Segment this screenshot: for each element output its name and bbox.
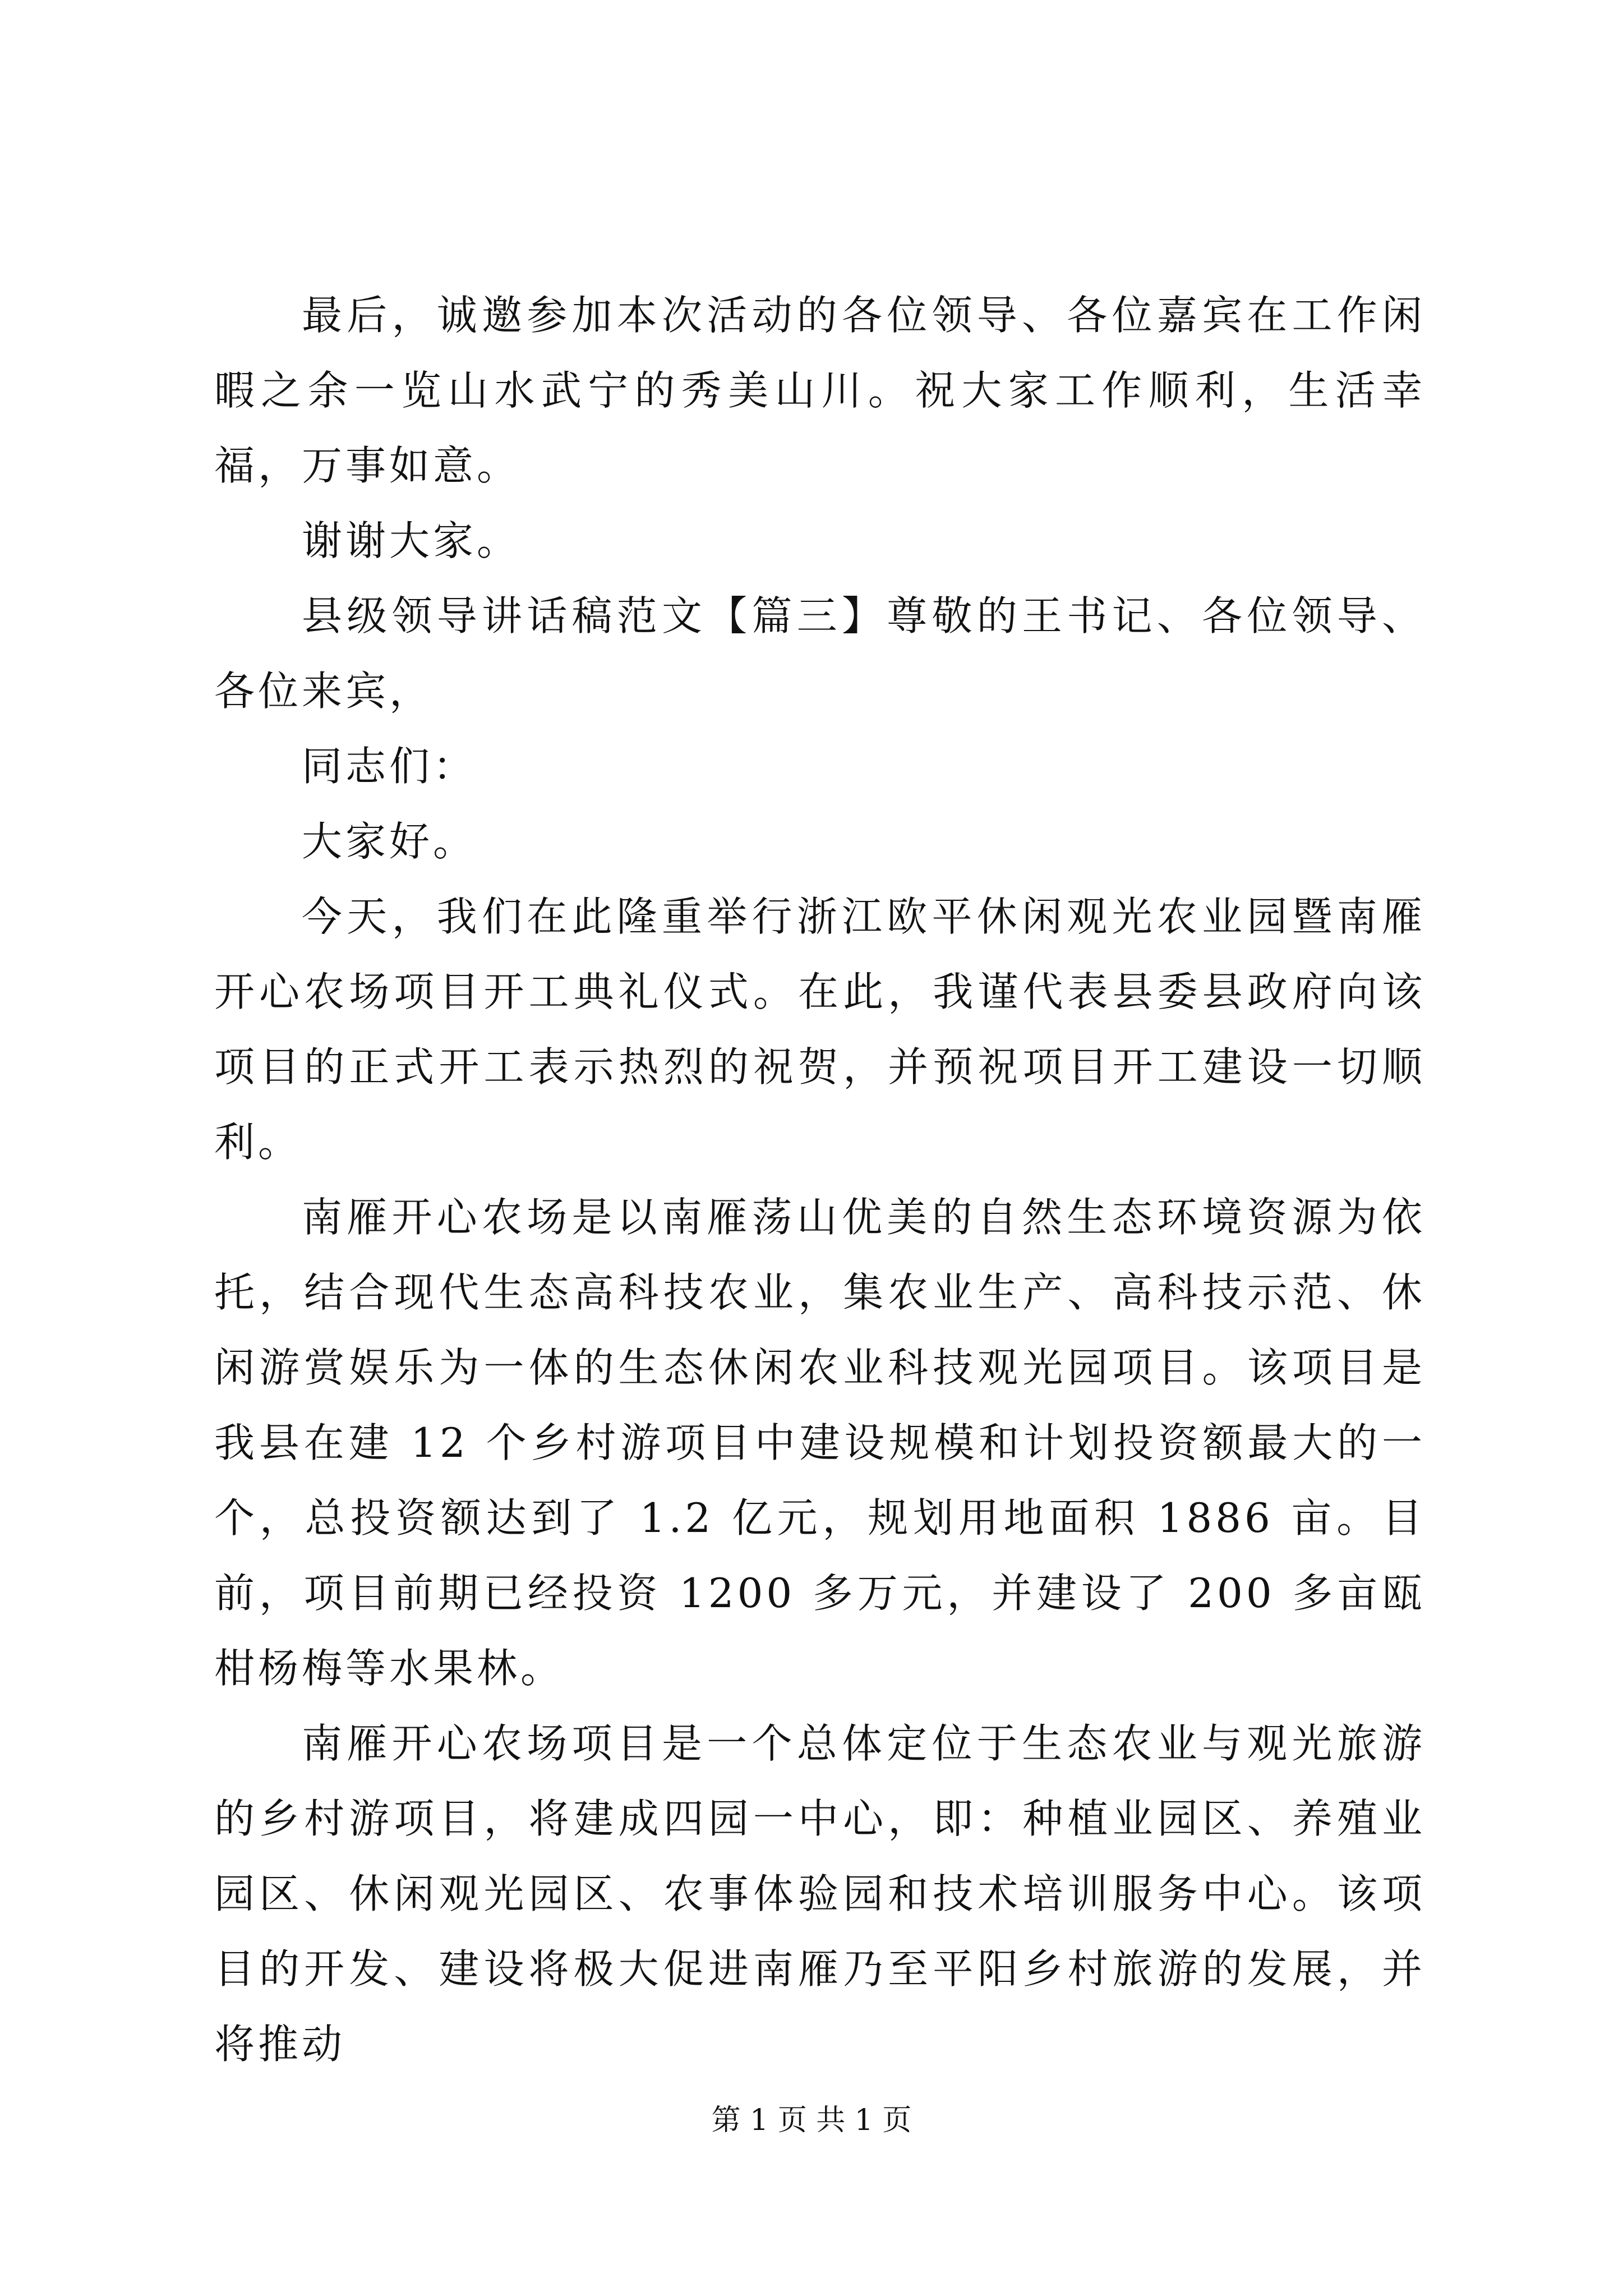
paragraph-comrades: 同志们： <box>302 743 477 790</box>
paragraph-thanks: 谢谢大家。 <box>302 517 521 564</box>
paragraph-ceremony: 今天，我们在此隆重举行浙江欧平休闲观光农业园暨南雁开心农场项目开工典礼仪式。在此，我谨代表县委县政府向该项目的正式开工表示热烈的祝贺，并预祝项目开工建设一切顺利。 <box>214 893 1426 1166</box>
page-footer: 第 1 页 共 1 页 <box>711 2104 912 2137</box>
paragraph-farm-positioning: 南雁开心农场项目是一个总体定位于生态农业与观光旅游的乡村游项目，将建成四园一中心，即：种植业园区、养殖业园区、休闲观光园区、农事体验园和技术培训服务中心。该项目的开发、建设将极大促进南雁乃至平阳乡村旅游的发展，并将推动 <box>214 1720 1426 2068</box>
document-body <box>214 278 1426 2082</box>
paragraph-closing-invitation: 最后，诚邀参加本次活动的各位领导、各位嘉宾在工作闲暇之余一览山水武宁的秀美山川。祝大家工作顺利，生活幸福，万事如意。 <box>214 292 1426 489</box>
paragraph-greeting: 大家好。 <box>302 818 477 865</box>
paragraph-farm-overview: 南雁开心农场是以南雁荡山优美的自然生态环境资源为依托，结合现代生态高科技农业，集农业生产、高科技示范、休闲游赏娱乐为一体的生态休闲农业科技观光园项目。该项目是我县在建 12 个乡村游项目中建设规模和计划投资额最大的一个，总投资额达到了 1.2 亿元，规划用地面积 1886 亩。目前，项目前期已经投资 1200 多万元，并建设了 200 多亩瓯柑杨梅等水果林。 <box>214 1194 1426 1692</box>
paragraph-section-heading: 县级领导讲话稿范文【篇三】尊敬的王书记、各位领导、各位来宾， <box>214 592 1426 715</box>
